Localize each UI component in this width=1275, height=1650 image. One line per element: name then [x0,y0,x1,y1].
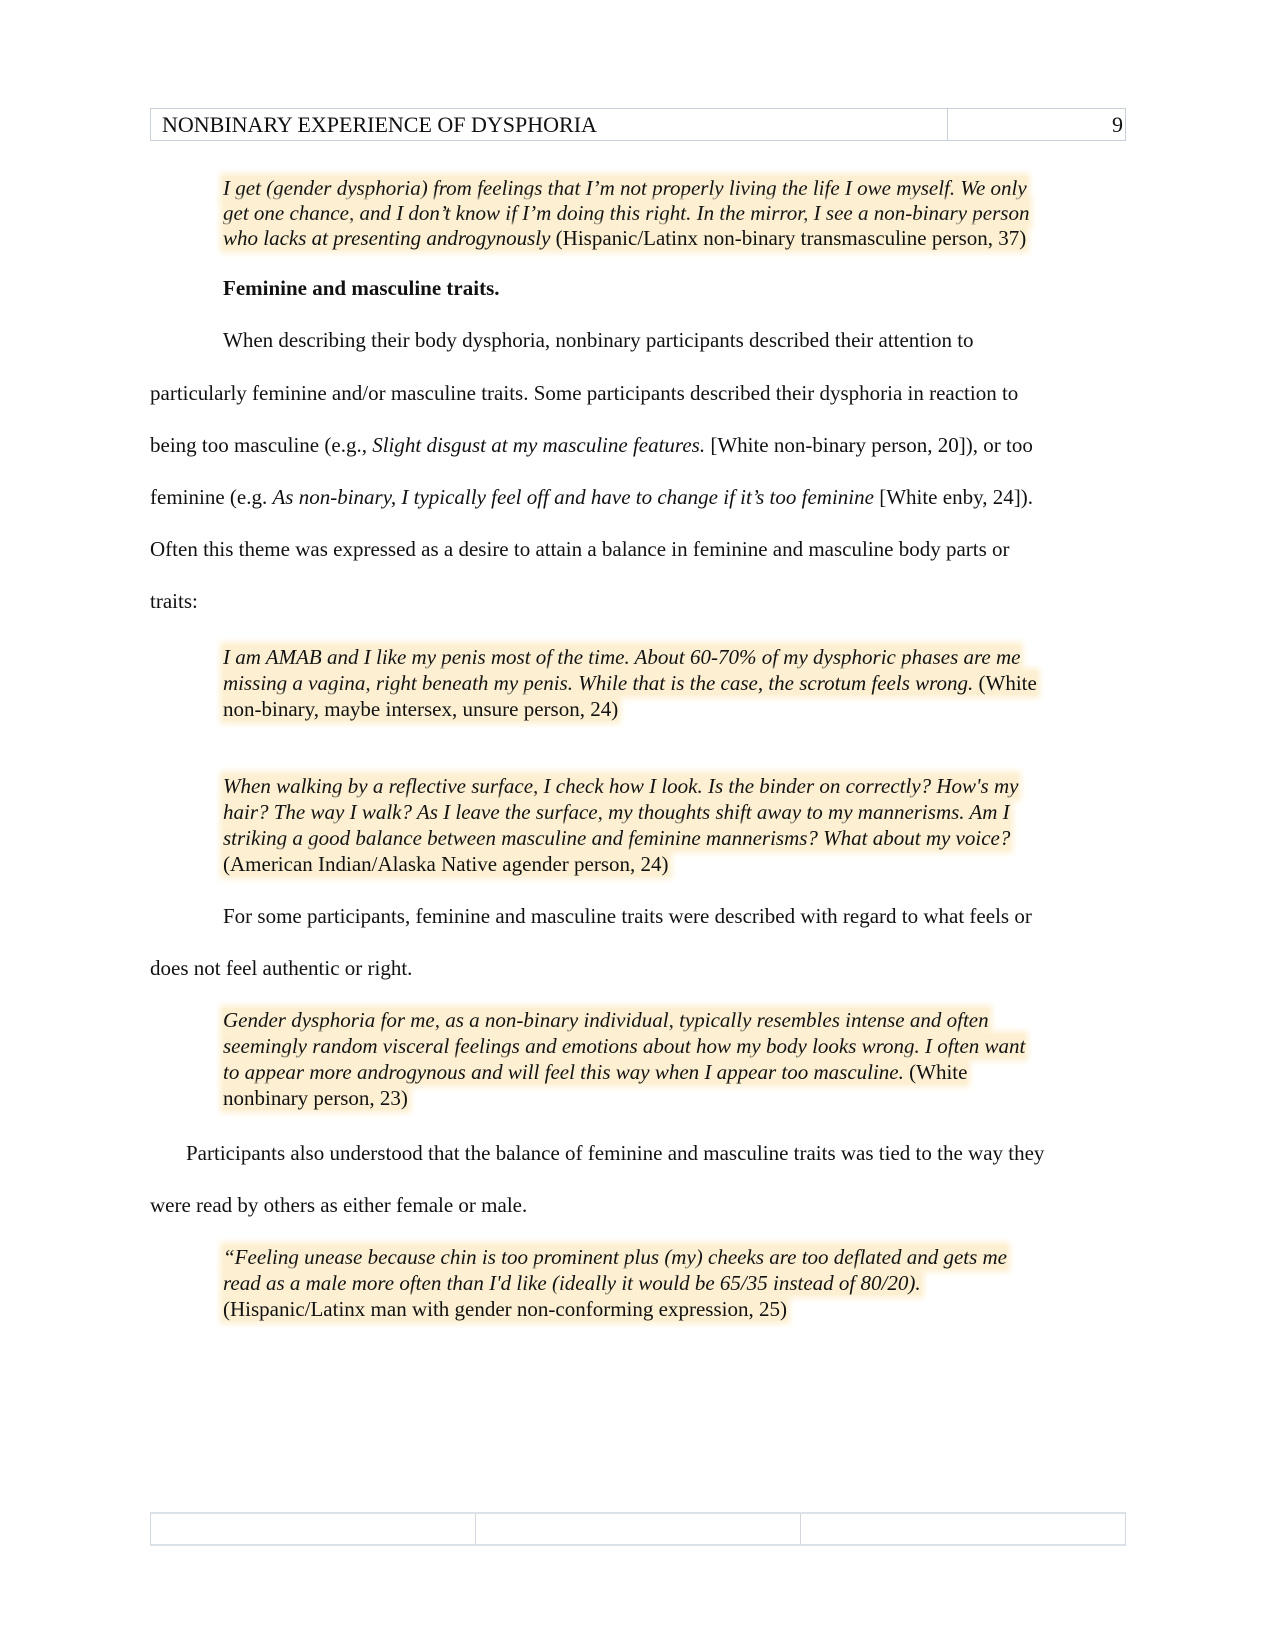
running-head: NONBINARY EXPERIENCE OF DYSPHORIA [151,109,948,140]
quote-text: striking a good balance between masculine and feminine mannerisms? What about my voice? [223,826,1011,850]
section-heading: Feminine and masculine traits. [223,276,500,300]
block-quote-3-line [223,851,669,877]
inline-quote: As non-binary, I typically feel off and have to change if it’s too feminine [272,485,874,509]
quote-text: hair? The way I walk? As I leave the surface, my thoughts shift away to my mannerisms. Am I [223,800,1010,824]
quote-attribution: (Hispanic/Latinx non-binary transmasculine person, 37) [550,226,1027,250]
quote-attribution: non-binary, maybe intersex, unsure person, 24) [223,697,619,721]
block-quote-3-line [223,799,1010,825]
block-quote-4-line [223,1085,408,1111]
quote-attribution: (White [973,671,1037,695]
paragraph-line: does not feel authentic or right. [150,956,413,980]
quote-attribution: nonbinary person, 23) [223,1086,408,1110]
block-quote-4-line [223,1059,967,1085]
block-quote-3-line [223,773,1018,799]
block-quote-5-line [223,1244,1007,1270]
block-quote-4-line [223,1007,989,1033]
paragraph-line: traits: [150,589,198,613]
quote-text: I am AMAB and I like my penis most of the time. About 60-70% of my dysphoric phases are me [223,645,1021,669]
footer-cell-left [151,1514,476,1544]
quote-text: seemingly random visceral feelings and emotions about how my body looks wrong. I often want [223,1034,1026,1058]
page-number: 9 [1112,112,1123,137]
quote-text: Gender dysphoria for me, as a non-binary individual, typically resembles intense and often [223,1008,989,1032]
block-quote-3-line [223,825,1010,851]
quote-text: I get (gender dysphoria) from feelings that I’m not properly living the life I owe myself. We only [223,176,1027,200]
block-quote-1-line [223,175,1027,201]
paragraph-line: Often this theme was expressed as a desire to attain a balance in feminine and masculine body parts or [150,537,1010,561]
text: [White enby, 24]). [873,485,1033,509]
footer-cell-right [801,1514,1125,1544]
quote-text: When walking by a reflective surface, I check how I look. Is the binder on correctly? How's my [223,774,1019,798]
block-quote-5-line [223,1270,921,1296]
quote-text: missing a vagina, right beneath my penis. While that is the case, the scrotum feels wrong. [223,671,974,695]
footer-table [150,1512,1126,1546]
block-quote-4-line [223,1033,1025,1059]
quote-text: read as a male more often than I'd like (ideally it would be 65/35 instead of 80/20). [223,1271,921,1295]
text: feminine (e.g. [150,485,273,509]
quote-text: get one chance, and I don’t know if I’m doing this right. In the mirror, I see a non-binary person [223,201,1030,225]
quote-text: “Feeling unease because chin is too prominent plus (my) cheeks are too deflated and gets me [223,1245,1008,1269]
quote-text: to appear more androgynous and will feel this way when I appear too masculine. [223,1060,904,1084]
block-quote-1-line [223,225,1026,251]
quote-text: who lacks at presenting androgynously [223,226,551,250]
block-quote-1-line [223,200,1029,226]
paragraph-line: Participants also understood that the balance of feminine and masculine traits was tied to the way they [186,1141,1045,1165]
paragraph-line: When describing their body dysphoria, nonbinary participants described their attention to [223,328,974,352]
block-quote-2-line [223,644,1020,670]
paragraph-line [150,432,1033,458]
footer-cell-center [476,1514,801,1544]
block-quote-2-line [223,696,618,722]
quote-attribution: (White [903,1060,968,1084]
block-quote-5-line [223,1296,787,1322]
inline-quote: Slight disgust at my masculine features. [372,433,706,457]
quote-attribution: (Hispanic/Latinx man with gender non-conforming expression, 25) [223,1297,787,1321]
quote-attribution: (American Indian/Alaska Native agender person, 24) [223,852,669,876]
paragraph-line: were read by others as either female or male. [150,1193,528,1217]
paragraph-line [150,484,1033,510]
paragraph-line: particularly feminine and/or masculine traits. Some participants described their dysphoria in reaction to [150,381,1019,405]
text: being too masculine (e.g., [150,433,373,457]
block-quote-2-line [223,670,1037,696]
text: [White non-binary person, 20]), or too [705,433,1033,457]
header-table [150,108,1126,141]
paragraph-line: For some participants, feminine and masculine traits were described with regard to what feels or [223,904,1032,928]
